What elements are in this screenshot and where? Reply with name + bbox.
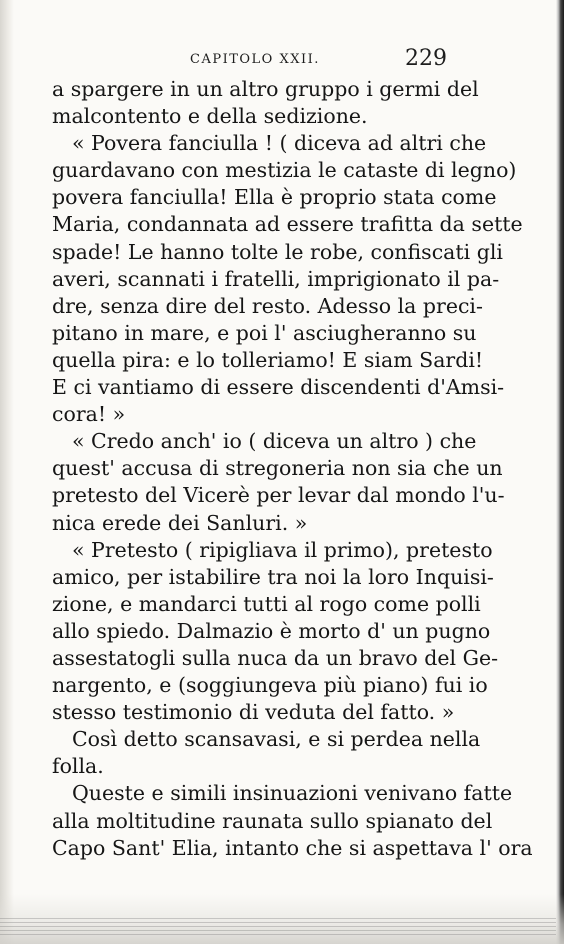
text-line: quella pira: e lo tolleriamo! E siam Sardi!	[52, 347, 484, 372]
text-line: zione, e mandarci tutti al rogo come polli	[52, 591, 481, 616]
text-line: stesso testimonio di veduta del fatto. »	[52, 700, 455, 725]
text-line: malcontento e della sedizione.	[52, 104, 368, 129]
text-line: allo spiedo. Dalmazio è morto d' un pugno	[52, 618, 491, 643]
text-line: dre, senza dire del resto. Adesso la preci-	[52, 293, 483, 318]
text-line: nica erede dei Sanluri. »	[52, 510, 308, 535]
text-line: cora! »	[52, 402, 126, 427]
text-line: averi, scannati i fratelli, imprigionato il pa-	[52, 266, 500, 291]
text-line: E ci vantiamo di essere discendenti d'Amsi-	[52, 375, 505, 400]
text-line: quest' accusa di stregoneria non sia che un	[52, 456, 503, 481]
text-line: « Pretesto ( ripigliava il primo), pretesto	[72, 537, 493, 562]
text-line: spade! Le hanno tolte le robe, confiscati gli	[52, 239, 503, 264]
text-line: Capo Sant' Elia, intanto che si aspettava l' ora	[52, 835, 533, 860]
page-header	[52, 46, 447, 76]
text-line: alla moltitudine raunata sullo spianato del	[52, 808, 493, 833]
text-line: a spargere in un altro gruppo i germi del	[52, 77, 479, 101]
text-line: Maria, condannata ad essere trafitta da sette	[52, 212, 523, 237]
text-line: nargento, e (soggiungeva più piano) fui io	[52, 673, 488, 698]
text-line: Così detto scansavasi, e si perdea nella	[72, 727, 481, 752]
page-number: 229	[405, 46, 447, 71]
page-stack-edges	[0, 918, 556, 936]
text-line: « Povera fanciulla ! ( diceva ad altri che	[72, 131, 487, 156]
text-line: assestatogli sulla nuca da un bravo del Ge-	[52, 645, 499, 670]
text-line: povera fanciulla! Ella è proprio stata come	[52, 185, 497, 210]
text-line: pitano in mare, e poi l' asciugheranno su	[52, 320, 477, 345]
running-head: CAPITOLO XXII.	[190, 52, 320, 67]
text-line: amico, per istabilire tra noi la loro Inquisi-	[52, 564, 494, 589]
text-line: pretesto del Vicerè per levar dal mondo l'u-	[52, 483, 505, 508]
text-line: folla.	[52, 754, 104, 779]
page-spine-shadow	[0, 0, 14, 944]
body-text	[52, 76, 533, 862]
text-line: guardavano con mestizia le cataste di legno)	[52, 158, 517, 183]
text-line: Queste e simili insinuazioni venivano fatte	[72, 781, 513, 806]
page-edge-shadow	[556, 0, 564, 944]
text-line: « Credo anch' io ( diceva un altro ) che	[72, 429, 477, 454]
